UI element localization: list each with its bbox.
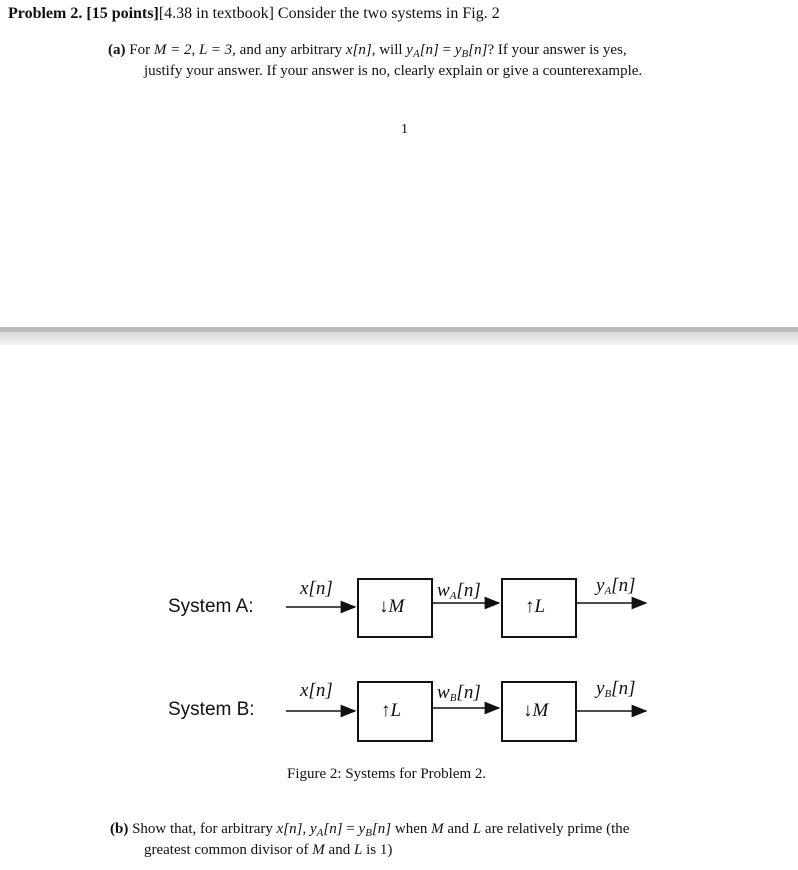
ya-sub: A — [604, 585, 612, 597]
wb-symbol: w — [437, 682, 450, 703]
part-a-text: For — [129, 42, 151, 58]
part-b-text-4: greatest common divisor of — [144, 842, 309, 858]
part-b-marker: (b) — [110, 821, 129, 837]
part-b-yb-n: [n] — [371, 821, 392, 837]
figure-caption: Figure 2: Systems for Problem 2. — [287, 766, 487, 782]
wb-sub: B — [449, 692, 457, 704]
part-b-l: L — [472, 821, 482, 837]
part-b-m-2: M — [312, 842, 325, 858]
system-b-input-label: x[n] — [300, 680, 333, 701]
part-b-m: M — [431, 821, 444, 837]
page-number: 1 — [401, 122, 408, 137]
wa-n: [n] — [456, 580, 481, 601]
system-a-input-label: x[n] — [300, 578, 333, 599]
down-m-label-b: M — [532, 700, 549, 721]
wb-n: [n] — [456, 682, 481, 703]
part-b-text: Show that, for arbitrary — [132, 821, 273, 837]
part-b-yb: y — [358, 821, 366, 837]
up-l-label-b: L — [390, 700, 402, 721]
ya-symbol: y — [596, 575, 605, 596]
part-b-text-5: is 1) — [366, 842, 393, 858]
part-b-text-2: when — [394, 821, 428, 837]
part-a-text-2: and any arbitrary — [239, 42, 343, 58]
part-a-text-3: , will — [371, 42, 403, 58]
part-b-text-3: are relatively prime (the — [484, 821, 630, 837]
part-a-marker: (a) — [108, 42, 126, 58]
part-a-equals: = — [438, 42, 455, 58]
part-a-yb-n: [n] — [468, 42, 488, 58]
part-a-m-eq: M = 2, L = 3, — [153, 42, 236, 58]
part-b-x-signal: x[n] — [276, 821, 303, 837]
down-arrow-icon: ↓ — [523, 700, 533, 721]
part-a-ya: y — [406, 42, 413, 58]
part-a-ya-n: [n] — [419, 42, 439, 58]
part-b-and-2: and — [328, 842, 351, 858]
down-m-label: M — [388, 596, 405, 617]
wa-sub: A — [449, 590, 457, 602]
problem-intro: [4.38 in textbook] Consider the two systems in Fig. 2 — [158, 5, 500, 22]
part-a-x-signal: x[n] — [345, 42, 372, 58]
part-b-line-1: (b) Show that, for arbitrary x[n], $y_A[n] = y_B[n]$ when M and L are relatively prime (the — [110, 821, 630, 839]
part-a-line-2: justify your answer. If your answer is no, clearly explain or give a counterexample. — [144, 63, 643, 79]
ya-n: [n] — [611, 575, 636, 596]
part-a-text-4: ? If your answer is yes, — [487, 42, 627, 58]
part-b-line-2 — [144, 840, 392, 861]
problem-points: [15 points] — [86, 5, 159, 22]
up-l-label: L — [534, 596, 546, 617]
up-arrow-icon: ↑ — [525, 596, 535, 617]
problem-label: Problem 2. — [8, 5, 83, 22]
wa-symbol: w — [437, 580, 450, 601]
up-arrow-icon: ↑ — [381, 700, 391, 721]
part-a-yb: y — [454, 42, 462, 58]
part-b-ya: y — [309, 821, 317, 837]
part-a-ya-sub: A — [412, 48, 420, 60]
yb-sub: B — [604, 688, 612, 700]
part-b-equals: = — [342, 821, 359, 837]
part-b-yb-sub: B — [365, 827, 372, 839]
part-b-ya-n: [n] — [323, 821, 343, 837]
part-b-l-2: L — [353, 842, 363, 858]
part-a-yb-sub: B — [461, 48, 469, 60]
part-b-ya-sub: A — [316, 827, 324, 839]
system-a-label: System A: — [168, 596, 254, 617]
yb-n: [n] — [611, 678, 636, 699]
part-b-and: and — [447, 821, 470, 837]
down-arrow-icon: ↓ — [379, 596, 389, 617]
system-b-label: System B: — [168, 699, 255, 720]
yb-symbol: y — [596, 678, 605, 699]
